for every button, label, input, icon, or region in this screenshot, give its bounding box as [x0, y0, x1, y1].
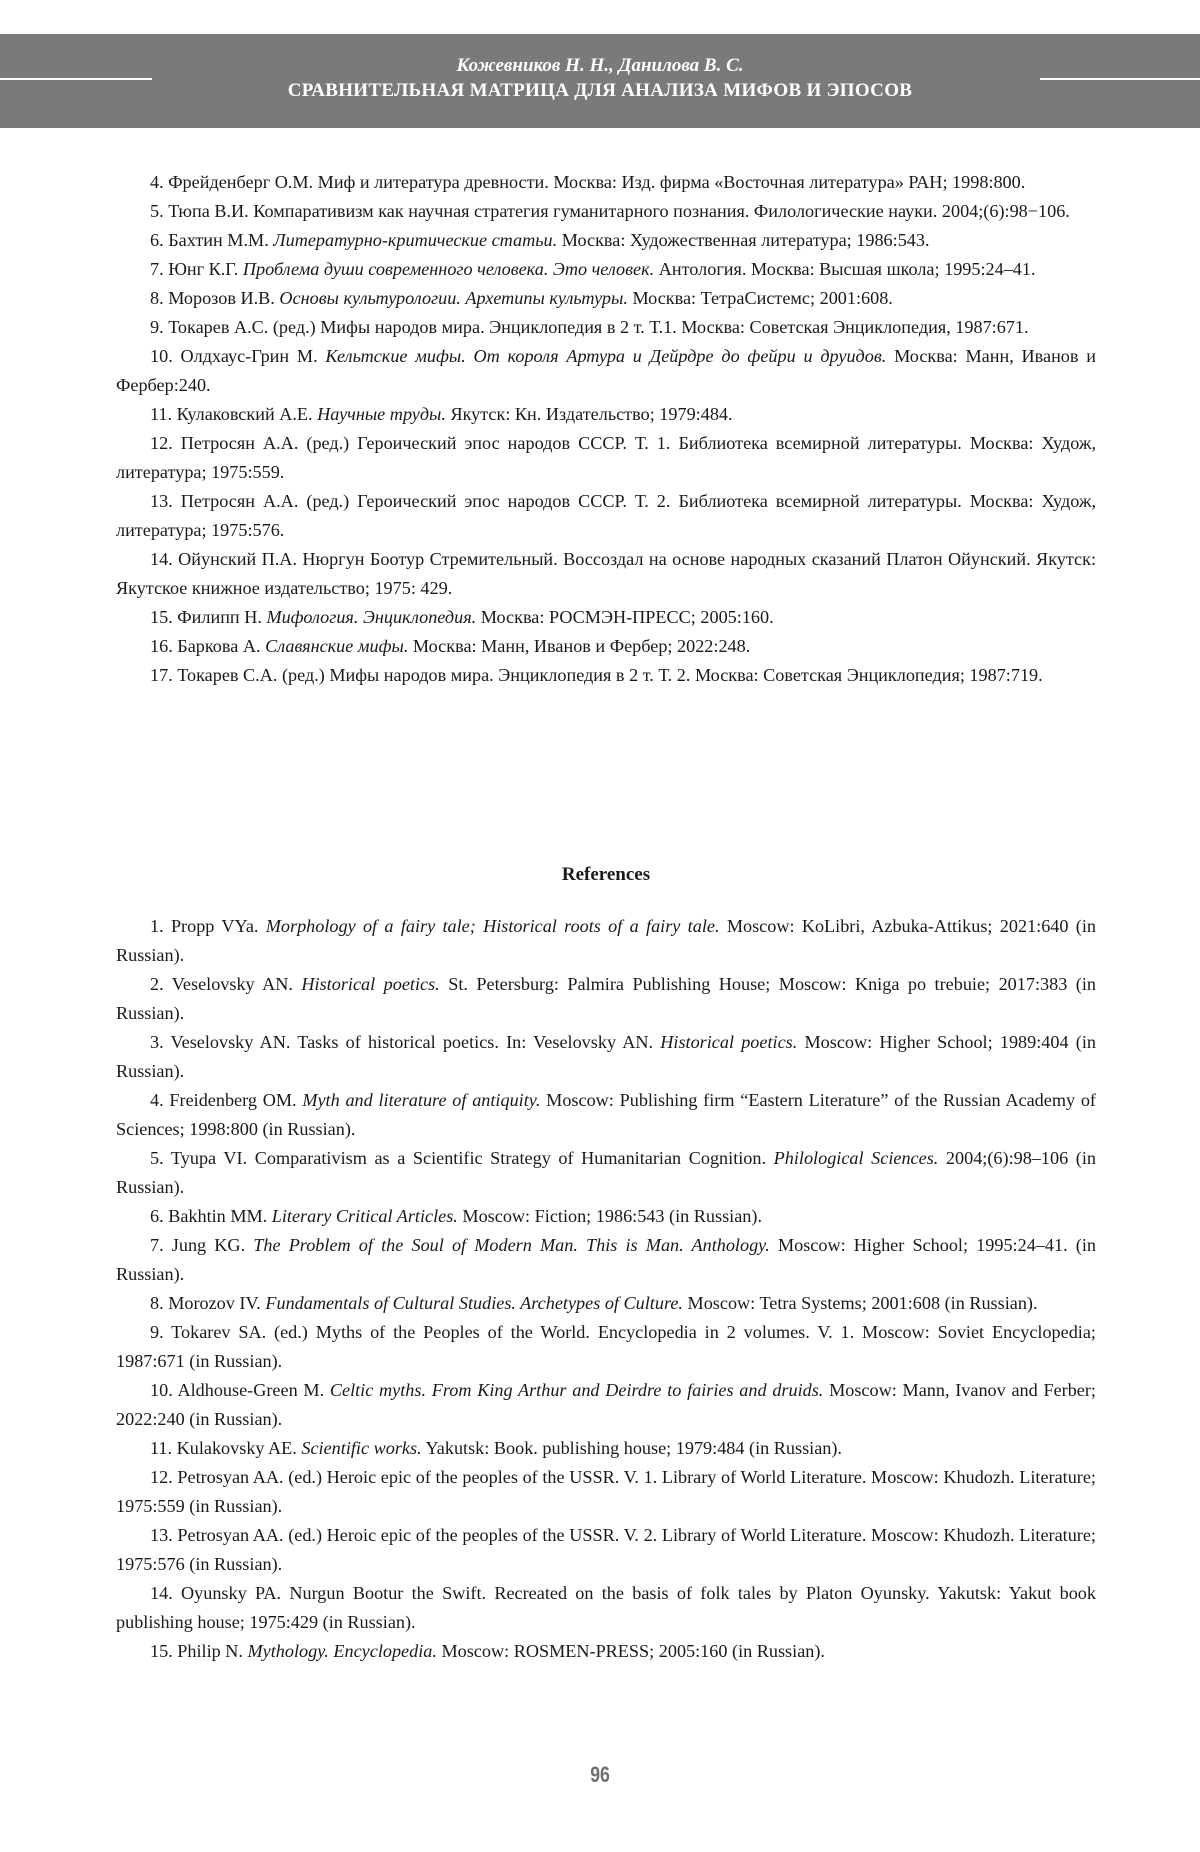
- reference-entry: [116, 1434, 1096, 1463]
- reference-text: Moscow: Publishing firm “Eastern Literature” of the Russian Academy of Sciences; 1998:800 (in Russian).: [116, 1090, 1096, 1139]
- reference-text: 4. Freidenberg OM.: [150, 1090, 303, 1110]
- reference-title-italic: Кельтские мифы. От короля Артура и Дейрдре до фейри и друидов.: [325, 346, 887, 366]
- reference-text: Moscow: Higher School; 1989:404 (in Russian).: [116, 1032, 1096, 1081]
- reference-entry: [116, 1637, 1096, 1666]
- reference-title-italic: Основы культурологии. Архетипы культуры.: [279, 288, 628, 308]
- reference-entry: [116, 1086, 1096, 1144]
- reference-entry: [116, 400, 1096, 429]
- reference-text: 5. Tyupa VI. Comparativism as a Scientific Strategy of Humanitarian Cognition.: [150, 1148, 774, 1168]
- reference-entry: [116, 1318, 1096, 1376]
- reference-text: 12. Петросян А.А. (ред.) Героический эпос народов СССР. Т. 1. Библиотека всемирной литературы. Москва: Худож, литература; 1975:559.: [116, 433, 1096, 482]
- reference-text: 10. Олдхаус-Грин М.: [150, 346, 326, 366]
- reference-entry: [116, 197, 1096, 226]
- reference-text: 2004;(6):98–106 (in Russian).: [116, 1148, 1096, 1197]
- reference-title-italic: Scientific works.: [301, 1438, 422, 1458]
- reference-entry: [116, 632, 1096, 661]
- reference-title-italic: Myth and literature of antiquity.: [302, 1090, 541, 1110]
- reference-text: 4. Фрейденберг О.М. Миф и литература древности. Москва: Изд. фирма «Восточная литература» РАН; 1998:800.: [150, 172, 1026, 192]
- reference-entry: [116, 1579, 1096, 1637]
- reference-text: 7. Юнг К.Г.: [150, 259, 243, 279]
- reference-list-english: [116, 912, 1096, 1666]
- reference-entry: [116, 545, 1096, 603]
- reference-text: St. Petersburg: Palmira Publishing House; Moscow: Kniga po trebuie; 2017:383 (in Russian).: [116, 974, 1096, 1023]
- reference-entry: [116, 313, 1096, 342]
- reference-title-italic: Славянские мифы.: [265, 636, 409, 656]
- reference-text: 14. Ойунский П.А. Нюргун Боотур Стремительный. Воссоздал на основе народных сказаний Платон Ойунский. Якутск: Якутское книжное издательство; 1975: 429.: [116, 549, 1096, 598]
- reference-text: Москва: Манн, Иванов и Фербер:240.: [116, 346, 1096, 395]
- reference-entry: [116, 429, 1096, 487]
- reference-text: Yakutsk: Book. publishing house; 1979:484 (in Russian).: [421, 1438, 842, 1458]
- reference-entry: [116, 342, 1096, 400]
- reference-text: 1. Propp VYa.: [150, 916, 266, 936]
- reference-list-russian: [116, 168, 1096, 690]
- reference-title-italic: Fundamentals of Cultural Studies. Archetypes of Culture.: [265, 1293, 683, 1313]
- reference-entry: [116, 1202, 1096, 1231]
- reference-text: 5. Тюпа В.И. Компаративизм как научная стратегия гуманитарного познания. Филологические науки. 2004;(6):98−106.: [150, 201, 1070, 221]
- reference-title-italic: Научные труды.: [317, 404, 446, 424]
- reference-entry: [116, 284, 1096, 313]
- reference-entry: [116, 1521, 1096, 1579]
- reference-text: 11. Kulakovsky AE.: [150, 1438, 302, 1458]
- reference-text: Антология. Москва: Высшая школа; 1995:24–41.: [654, 259, 1036, 279]
- reference-title-italic: Литературно-критические статьи.: [273, 230, 558, 250]
- reference-entry: [116, 1028, 1096, 1086]
- reference-entry: [116, 487, 1096, 545]
- reference-text: 13. Петросян А.А. (ред.) Героический эпос народов СССР. Т. 2. Библиотека всемирной литературы. Москва: Худож, литература; 1975:576.: [116, 491, 1096, 540]
- reference-text: Moscow: ROSMEN-PRESS; 2005:160 (in Russian).: [436, 1641, 825, 1661]
- reference-entry: [116, 661, 1096, 690]
- reference-title-italic: Проблема души современного человека. Это человек.: [242, 259, 655, 279]
- reference-text: Якутск: Кн. Издательство; 1979:484.: [445, 404, 733, 424]
- reference-title-italic: Historical poetics.: [301, 974, 440, 994]
- reference-text: Moscow: Mann, Ivanov and Ferber; 2022:240 (in Russian).: [116, 1380, 1096, 1429]
- reference-entry: [116, 1463, 1096, 1521]
- reference-entry: [116, 1144, 1096, 1202]
- references-heading: References: [561, 864, 651, 885]
- reference-title-italic: Мифология. Энциклопедия.: [266, 607, 477, 627]
- reference-entry: [116, 255, 1096, 284]
- reference-text: 8. Морозов И.В.: [150, 288, 280, 308]
- reference-text: 15. Philip N.: [150, 1641, 248, 1661]
- reference-entry: [116, 1231, 1096, 1289]
- reference-entry: [116, 168, 1096, 197]
- reference-text: 9. Tokarev SA. (ed.) Myths of the Peoples of the World. Encyclopedia in 2 volumes. V. 1. Moscow: Soviet Encyclopedia; 1987:671 (in Russian).: [116, 1322, 1096, 1371]
- reference-text: 17. Токарев С.А. (ред.) Мифы народов мира. Энциклопедия в 2 т. Т. 2. Москва: Советская Энциклопедия; 1987:719.: [150, 665, 1043, 685]
- reference-text: 9. Токарев А.С. (ред.) Мифы народов мира. Энциклопедия в 2 т. Т.1. Москва: Советская Энциклопедия, 1987:671.: [150, 317, 1029, 337]
- header-title: СРАВНИТЕЛЬНАЯ МАТРИЦА ДЛЯ АНАЛИЗА МИФОВ И ЭПОСОВ: [287, 80, 913, 101]
- reference-text: Москва: РОСМЭН-ПРЕСС; 2005:160.: [476, 607, 774, 627]
- reference-text: Moscow: Fiction; 1986:543 (in Russian).: [457, 1206, 762, 1226]
- reference-entry: [116, 603, 1096, 632]
- header-authors: Кожевников Н. Н., Данилова В. С.: [456, 55, 744, 76]
- reference-text: Москва: Художественная литература; 1986:543.: [557, 230, 930, 250]
- reference-title-italic: Morphology of a fairy tale; Historical roots of a fairy tale.: [265, 916, 720, 936]
- reference-title-italic: Mythology. Encyclopedia.: [247, 1641, 437, 1661]
- page-number: 96: [590, 1762, 610, 1787]
- reference-title-italic: The Problem of the Soul of Modern Man. This is Man. Anthology.: [253, 1235, 770, 1255]
- reference-text: 13. Petrosyan AA. (ed.) Heroic epic of the peoples of the USSR. V. 2. Library of World Literature. Moscow: Khudozh. Literature; 1975:576 (in Russian).: [116, 1525, 1096, 1574]
- reference-title-italic: Celtic myths. From King Arthur and Deirdre to fairies and druids.: [329, 1380, 824, 1400]
- reference-text: 16. Баркова А.: [150, 636, 266, 656]
- reference-entry: [116, 1376, 1096, 1434]
- reference-text: 8. Morozov IV.: [150, 1293, 266, 1313]
- reference-text: 3. Veselovsky AN. Tasks of historical poetics. In: Veselovsky AN.: [150, 1032, 661, 1052]
- reference-text: 2. Veselovsky AN.: [150, 974, 302, 994]
- reference-text: 10. Aldhouse-Green M.: [150, 1380, 330, 1400]
- reference-text: 7. Jung KG.: [150, 1235, 254, 1255]
- reference-text: 6. Бахтин М.М.: [150, 230, 274, 250]
- reference-text: 6. Bakhtin MM.: [150, 1206, 272, 1226]
- reference-entry: [116, 226, 1096, 255]
- reference-entry: [116, 1289, 1096, 1318]
- reference-text: 11. Кулаковский А.Е.: [150, 404, 318, 424]
- reference-text: Москва: ТетраСистемс; 2001:608.: [627, 288, 893, 308]
- running-header: [0, 34, 1200, 128]
- reference-title-italic: Literary Critical Articles.: [271, 1206, 458, 1226]
- reference-text: 14. Oyunsky PA. Nurgun Bootur the Swift. Recreated on the basis of folk tales by Platon Oyunsky. Yakutsk: Yakut book publishing house; 1975:429 (in Russian).: [116, 1583, 1096, 1632]
- reference-title-italic: Philological Sciences.: [773, 1148, 939, 1168]
- reference-entry: [116, 912, 1096, 970]
- reference-text: Moscow: Tetra Systems; 2001:608 (in Russian).: [682, 1293, 1038, 1313]
- reference-text: 12. Petrosyan AA. (ed.) Heroic epic of the peoples of the USSR. V. 1. Library of World Literature. Moscow: Khudozh. Literature; 1975:559 (in Russian).: [116, 1467, 1096, 1516]
- reference-text: 15. Филипп Н.: [150, 607, 267, 627]
- reference-text: Moscow: Higher School; 1995:24–41. (in Russian).: [116, 1235, 1096, 1284]
- reference-entry: [116, 970, 1096, 1028]
- reference-text: Moscow: KoLibri, Azbuka-Attikus; 2021:640 (in Russian).: [116, 916, 1097, 965]
- reference-text: Москва: Манн, Иванов и Фербер; 2022:248.: [408, 636, 751, 656]
- reference-title-italic: Historical poetics.: [660, 1032, 798, 1052]
